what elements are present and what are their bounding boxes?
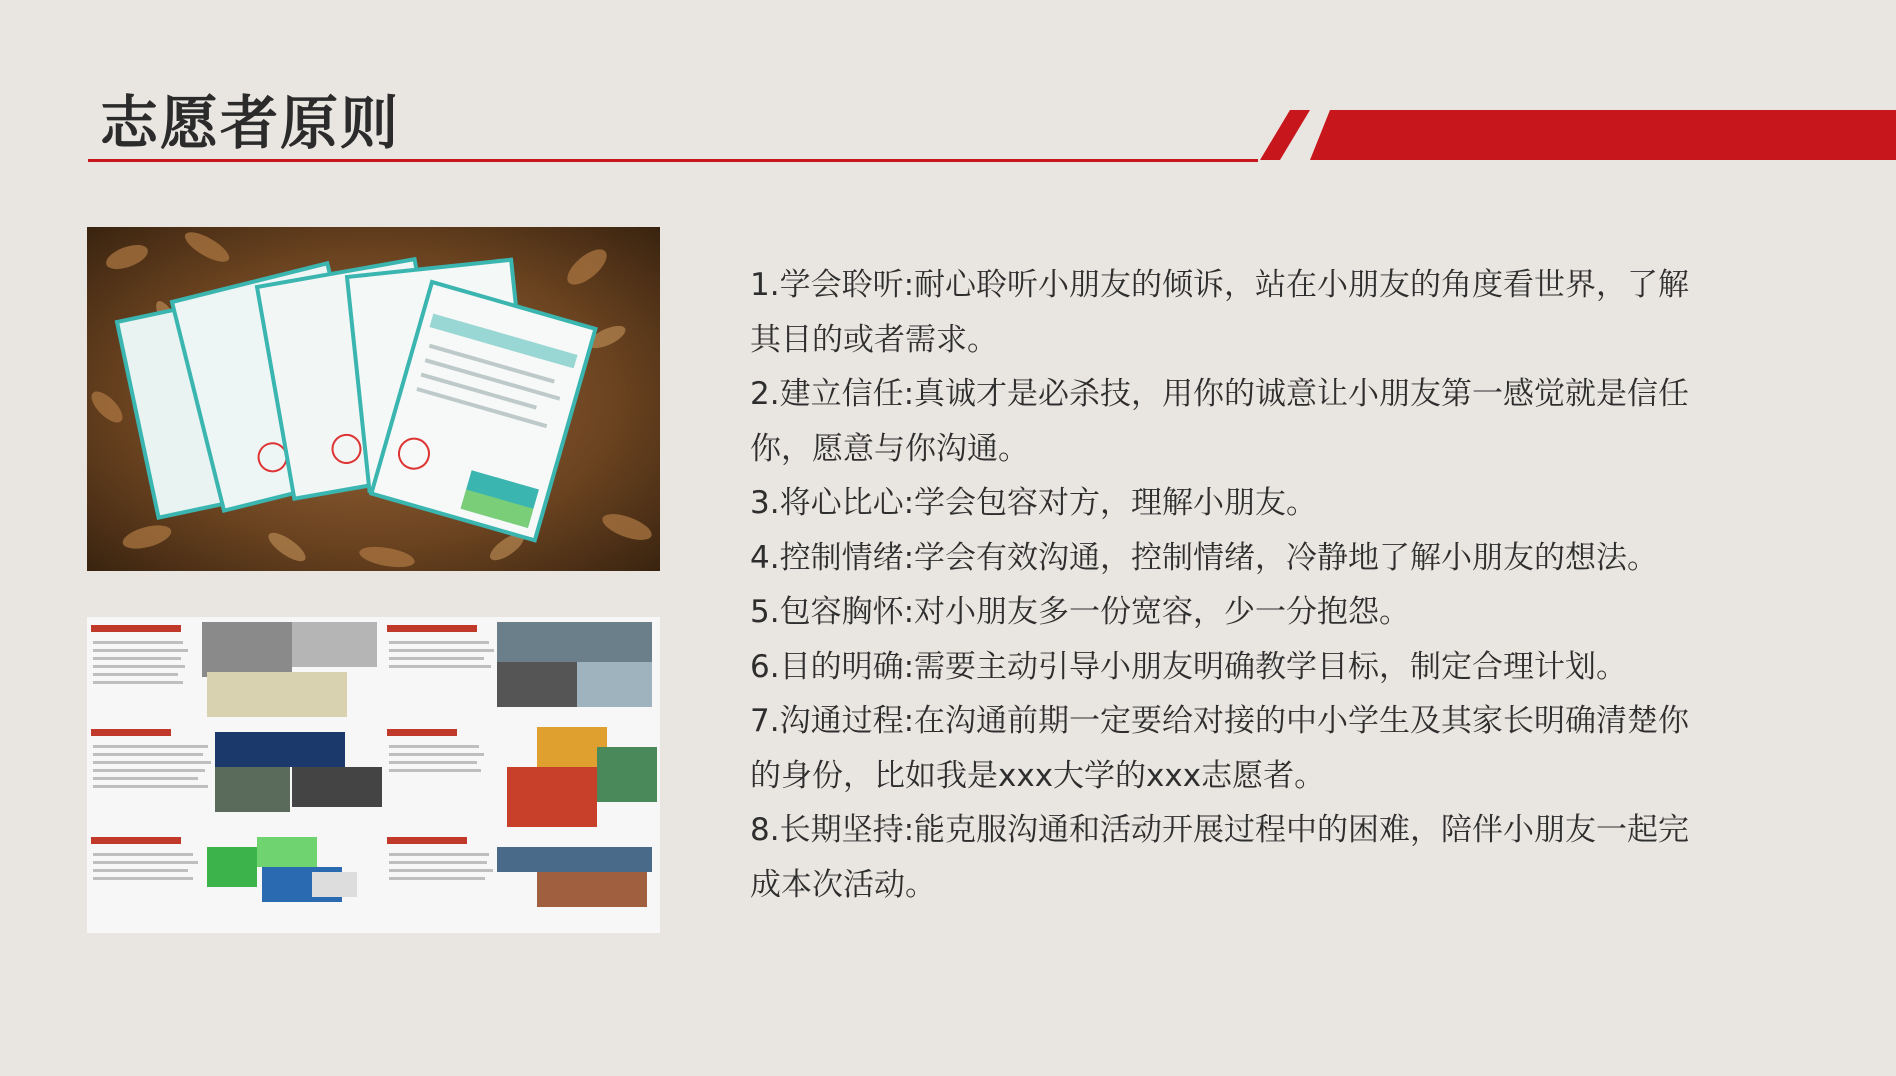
header-decoration xyxy=(1260,110,1896,164)
principle-item: 4.控制情绪:学会有效沟通，控制情绪，冷静地了解小朋友的想法。 xyxy=(750,539,1659,576)
activity-collage-photo xyxy=(87,617,660,933)
principle-item: 7.沟通过程:在沟通前期一定要给对接的中小学生及其家长明确清楚你的身份，比如我是xxx大学的xxx志愿者。 xyxy=(750,703,1690,794)
principles-list xyxy=(750,258,1710,912)
principle-item: 6.目的明确:需要主动引导小朋友明确教学目标，制定合理计划。 xyxy=(750,648,1628,685)
principle-item: 3.将心比心:学会包容对方，理解小朋友。 xyxy=(750,485,1318,521)
principle-item: 8.长期坚持:能克服沟通和活动开展过程中的困难，陪伴小朋友一起完成本次活动。 xyxy=(750,812,1690,903)
slide-title: 志愿者原则 xyxy=(100,89,401,157)
certificates-photo xyxy=(87,227,660,571)
principle-item: 5.包容胸怀:对小朋友多一份宽容，少一分抱怨。 xyxy=(750,594,1411,630)
title-underline xyxy=(88,159,1258,162)
principle-item: 2.建立信任:真诚才是必杀技，用你的诚意让小朋友第一感觉就是信任你，愿意与你沟通。 xyxy=(750,376,1690,467)
principle-item: 1.学会聆听:耐心聆听小朋友的倾诉，站在小朋友的角度看世界，了解其目的或者需求。 xyxy=(750,267,1690,358)
